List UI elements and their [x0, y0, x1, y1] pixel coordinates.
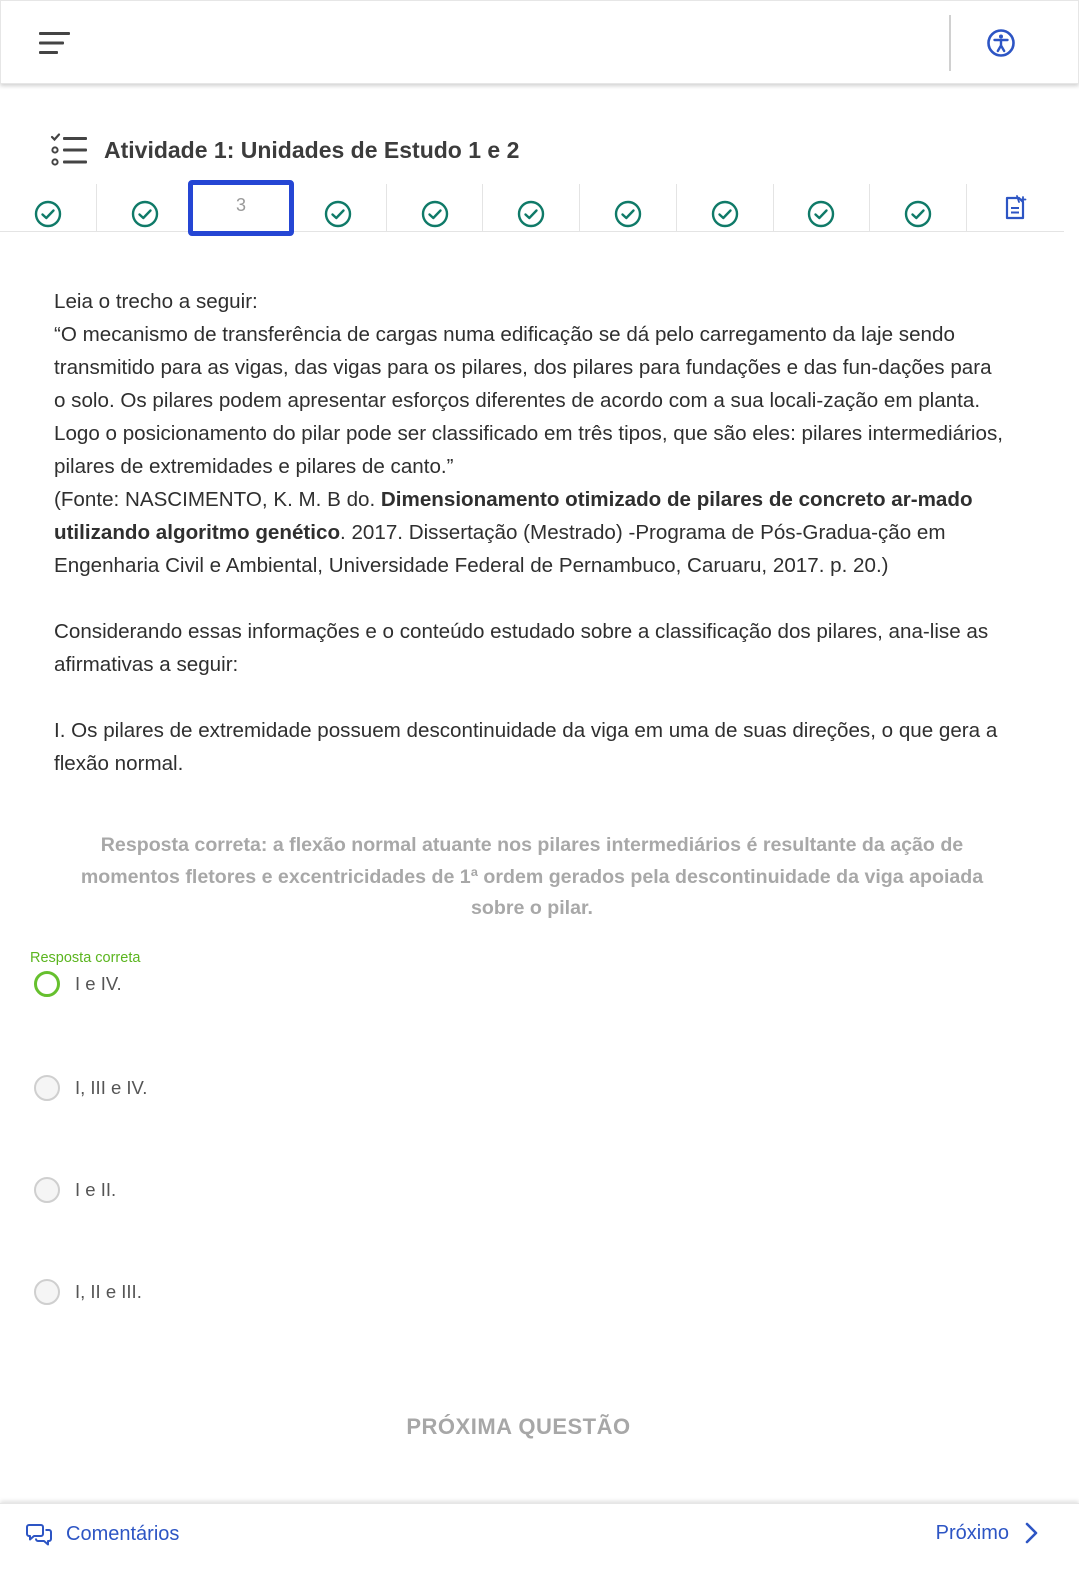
- question-source: [54, 483, 1004, 582]
- question-intro: Leia o trecho a seguir:: [54, 290, 258, 313]
- radio-correct[interactable]: [34, 971, 60, 997]
- comments-button[interactable]: [26, 1521, 179, 1547]
- checklist-icon: [50, 132, 88, 168]
- menu-button[interactable]: [37, 29, 73, 57]
- question-5-tab[interactable]: [387, 184, 484, 232]
- document-edit-icon: [1001, 194, 1029, 222]
- question-7-tab[interactable]: [580, 184, 677, 232]
- review-tab[interactable]: [967, 184, 1064, 232]
- question-4-tab[interactable]: [290, 184, 387, 232]
- next-question-button[interactable]: PRÓXIMA QUESTÃO: [406, 1414, 631, 1439]
- bottom-bar: [0, 1503, 1079, 1573]
- question-navigation: [0, 184, 1064, 232]
- chevron-right-icon: [1021, 1521, 1041, 1545]
- hamburger-icon: [37, 29, 73, 57]
- check-circle-icon: [807, 200, 835, 228]
- source-prefix: (Fonte: NASCIMENTO, K. M. B do.: [54, 488, 381, 511]
- option-label: I e IV.: [75, 973, 122, 994]
- statement-1: I. Os pilares de extremidade possuem descontinuidade da viga em uma de suas direções, o que gera a flexão normal.: [54, 719, 998, 775]
- topbar-divider: [949, 15, 951, 71]
- question-quote: “O mecanismo de transferência de cargas numa edificação se dá pelo carregamento da laje sendo transmitido para as vigas, das vigas para os pilares, dos pilares para fundações e das fun-dações para o solo. Os pilares podem apresentar esforços diferentes de acordo com a sua locali-zação em planta. Logo o posicionamento do pilar pode ser classificado em três tipos, que são eles: pilares intermediários, pilares de extremidades e pilares de canto.”: [54, 323, 1003, 478]
- accessibility-icon: [985, 27, 1017, 59]
- chat-bubbles-icon: [26, 1521, 52, 1547]
- option-4[interactable]: [34, 1277, 142, 1307]
- question-8-tab[interactable]: [677, 184, 774, 232]
- source-suffix: . 2017. Dissertação (Mestrado) -Programa de Pós-Gradua-ção em Engenharia Civil e Ambiental, Universidade Federal de Pernambuco, Caruaru, 2017. p. 20.): [54, 521, 946, 577]
- check-circle-icon: [421, 200, 449, 228]
- option-label: I, III e IV.: [75, 1077, 148, 1098]
- option-label: I, II e III.: [75, 1281, 142, 1302]
- question-9-tab[interactable]: [774, 184, 871, 232]
- top-bar: [0, 0, 1079, 84]
- check-circle-icon: [324, 200, 352, 228]
- radio-button[interactable]: [34, 1177, 60, 1203]
- check-circle-icon: [904, 200, 932, 228]
- radio-button[interactable]: [34, 1075, 60, 1101]
- question-1-tab[interactable]: [0, 184, 97, 232]
- option-1[interactable]: [34, 969, 122, 999]
- question-10-tab[interactable]: [870, 184, 967, 232]
- check-circle-icon: [34, 200, 62, 228]
- activity-title: Atividade 1: Unidades de Estudo 1 e 2: [104, 136, 520, 163]
- answer-feedback: Resposta correta: a flexão normal atuante nos pilares intermediários é resultante da ação de momentos fletores e excentricidades de 1ª ordem gerados pela descontinuidade da viga apoiada sobre o pilar.: [80, 834, 984, 919]
- question-prompt: Considerando essas informações e o conteúdo estudado sobre a classificação dos pilares, ana-lise as afirmativas a seguir:: [54, 620, 989, 676]
- check-circle-icon: [711, 200, 739, 228]
- comments-label: Comentários: [66, 1522, 180, 1545]
- option-2[interactable]: [34, 1073, 147, 1103]
- check-circle-icon: [131, 200, 159, 228]
- question-text: [54, 285, 1004, 790]
- option-label: I e II.: [75, 1179, 117, 1200]
- question-2-tab[interactable]: [97, 184, 194, 232]
- next-label: Próximo: [935, 1521, 1009, 1544]
- current-question-tab[interactable]: 3: [188, 180, 294, 236]
- check-circle-icon: [517, 200, 545, 228]
- accessibility-button[interactable]: [985, 27, 1017, 59]
- activity-header: [50, 128, 519, 172]
- next-button[interactable]: [936, 1521, 1041, 1545]
- question-6-tab[interactable]: [483, 184, 580, 232]
- option-3[interactable]: [34, 1175, 116, 1205]
- check-circle-icon: [614, 200, 642, 228]
- correct-answer-label: Resposta correta: [30, 950, 141, 966]
- source-title: Dimensionamento otimizado de pilares de concreto ar-mado utilizando algoritmo genético: [54, 488, 973, 544]
- radio-button[interactable]: [34, 1279, 60, 1305]
